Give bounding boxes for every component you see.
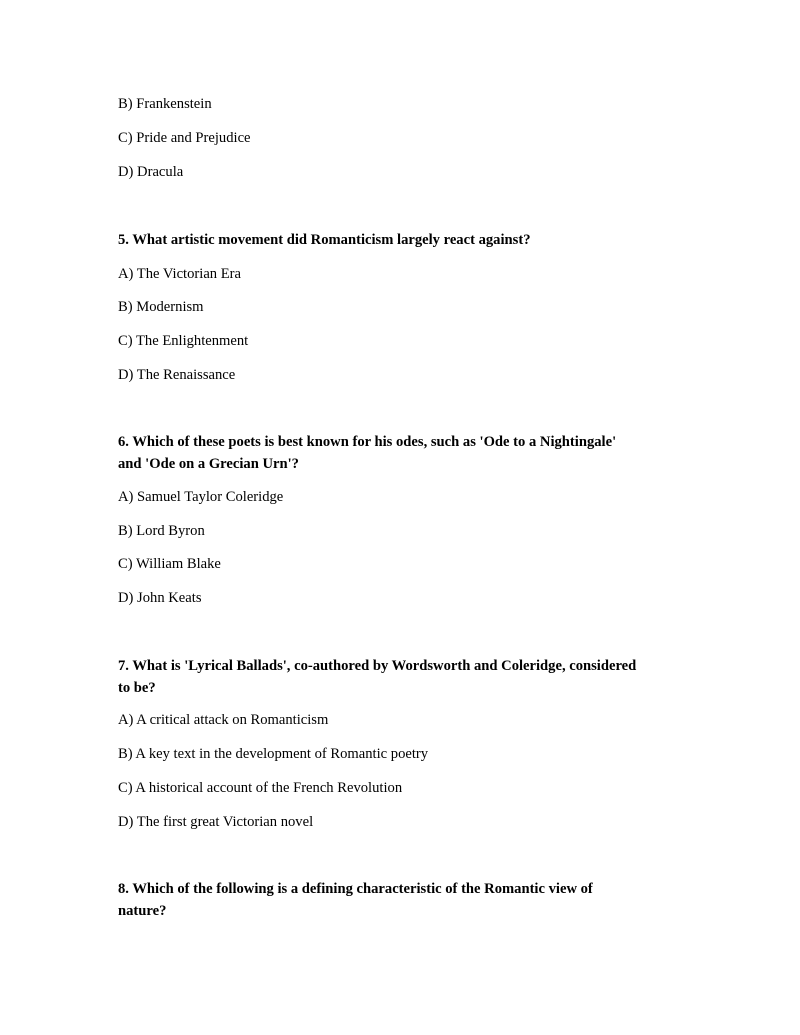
answer-option: C) A historical account of the French Revolution — [118, 780, 403, 796]
answer-option: D) The first great Victorian novel — [118, 814, 314, 830]
question-7-line-1: 7. What is 'Lyrical Ballads', co-authored by Wordsworth and Coleridge, considered — [118, 658, 637, 674]
answer-option: A) A critical attack on Romanticism — [118, 712, 329, 728]
question-6-line-2: and 'Ode on a Grecian Urn'? — [118, 456, 299, 472]
answer-option: B) Modernism — [118, 299, 204, 315]
answer-option: A) Samuel Taylor Coleridge — [118, 489, 284, 505]
answer-option: D) Dracula — [118, 164, 184, 180]
answer-option: D) John Keats — [118, 590, 202, 606]
answer-option: A) The Victorian Era — [118, 266, 241, 282]
question-6 — [118, 432, 698, 474]
answer-option: C) William Blake — [118, 556, 221, 572]
answer-option: B) A key text in the development of Romantic poetry — [118, 746, 429, 762]
answer-option: B) Frankenstein — [118, 96, 212, 112]
question-8 — [118, 879, 698, 921]
answer-option: C) Pride and Prejudice — [118, 130, 251, 146]
question-7 — [118, 656, 698, 698]
answer-option: B) Lord Byron — [118, 523, 205, 539]
question-8-line-1: 8. Which of the following is a defining characteristic of the Romantic view of — [118, 881, 593, 897]
answer-option: D) The Renaissance — [118, 367, 236, 383]
question-5: 5. What artistic movement did Romanticism largely react against? — [118, 232, 531, 248]
question-8-line-2: nature? — [118, 903, 167, 919]
question-7-line-2: to be? — [118, 680, 156, 696]
question-6-line-1: 6. Which of these poets is best known for his odes, such as 'Ode to a Nightingale' — [118, 434, 617, 450]
answer-option: C) The Enlightenment — [118, 333, 249, 349]
